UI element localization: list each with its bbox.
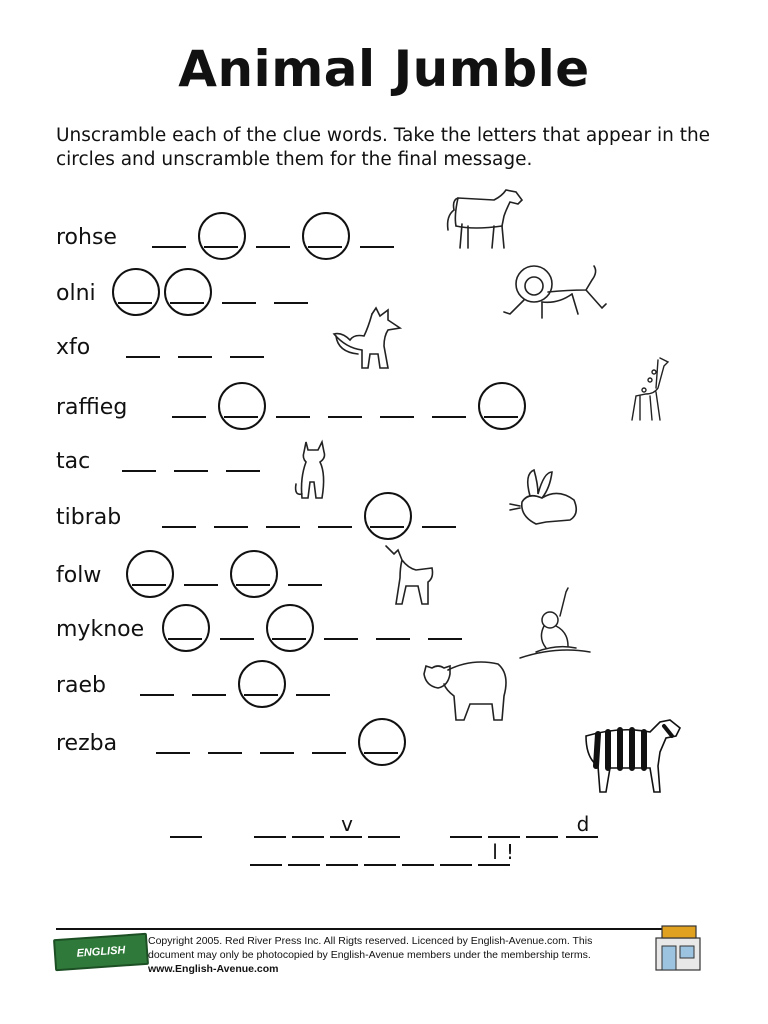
answer-blank[interactable] — [174, 444, 208, 472]
answer-blank[interactable] — [260, 726, 294, 754]
footer-divider — [56, 928, 662, 930]
footer-copyright — [148, 934, 658, 976]
answer-blank[interactable] — [380, 390, 414, 418]
circled-letter-box — [126, 550, 174, 598]
message-blank[interactable] — [368, 816, 400, 838]
answer-blank[interactable] — [376, 612, 410, 640]
answer-blank[interactable] — [266, 500, 300, 528]
answer-blank[interactable] — [230, 330, 264, 358]
answer-blank[interactable] — [126, 330, 160, 358]
store-icon — [652, 924, 704, 972]
answer-blank[interactable] — [208, 726, 242, 754]
clue-word: rezba — [56, 731, 118, 756]
message-blank[interactable] — [402, 844, 434, 866]
circled-letter-box — [230, 550, 278, 598]
answer-blank[interactable] — [226, 444, 260, 472]
answer-blank[interactable] — [122, 444, 156, 472]
message-blank[interactable] — [326, 844, 358, 866]
message-blank[interactable] — [526, 816, 558, 838]
answer-blank[interactable] — [152, 220, 186, 248]
message-blank[interactable] — [440, 844, 472, 866]
answer-blank[interactable] — [192, 668, 226, 696]
message-given-letter: v — [341, 812, 353, 836]
message-blank[interactable] — [254, 816, 286, 838]
message-blank[interactable] — [250, 844, 282, 866]
cat-icon — [292, 438, 332, 504]
answer-blank[interactable] — [256, 220, 290, 248]
answer-blank[interactable] — [276, 390, 310, 418]
footer-line-1: Copyright 2005. Red River Press Inc. All Rigts reserved. Licenced by English-Avenue.com. This — [148, 935, 593, 947]
worksheet-title: Animal Jumble — [178, 40, 590, 98]
answer-blank[interactable] — [220, 612, 254, 640]
answer-blank[interactable] — [360, 220, 394, 248]
circled-letter-box — [218, 382, 266, 430]
message-given-letter: l — [492, 840, 498, 864]
message-blank[interactable] — [170, 816, 202, 838]
clue-word: raeb — [56, 673, 107, 698]
answer-blank[interactable] — [156, 726, 190, 754]
lion-icon — [498, 260, 610, 324]
message-blank[interactable] — [450, 816, 482, 838]
answer-blank[interactable] — [172, 390, 206, 418]
circled-letter-box — [112, 268, 160, 316]
giraffe-icon — [624, 354, 674, 424]
answer-blank[interactable] — [178, 330, 212, 358]
bear-icon — [414, 656, 512, 726]
circled-letter-box — [164, 268, 212, 316]
message-blank[interactable] — [364, 844, 396, 866]
footer-url[interactable]: www.English-Avenue.com — [148, 963, 279, 975]
instructions-text: Unscramble each of the clue words. Take the letters that appear in the circles and unscramble them for the final message. — [56, 125, 711, 170]
clue-word: tac — [56, 449, 91, 474]
circled-letter-box — [162, 604, 210, 652]
clue-word: rohse — [56, 225, 117, 250]
clue-word: folw — [56, 563, 102, 588]
answer-blank[interactable] — [312, 726, 346, 754]
message-blank[interactable] — [292, 816, 324, 838]
circled-letter-box — [478, 382, 526, 430]
circled-letter-box — [238, 660, 286, 708]
circled-letter-box — [302, 212, 350, 260]
clue-word: tibrab — [56, 505, 122, 530]
message-given-letter: d — [576, 812, 590, 836]
answer-blank[interactable] — [422, 500, 456, 528]
answer-blank[interactable] — [324, 612, 358, 640]
circled-letter-box — [358, 718, 406, 766]
answer-blank[interactable] — [296, 668, 330, 696]
wolf-icon — [380, 542, 436, 608]
answer-blank[interactable] — [184, 558, 218, 586]
clue-word: myknoe — [56, 617, 145, 642]
answer-blank[interactable] — [288, 558, 322, 586]
message-blank[interactable] — [488, 816, 520, 838]
answer-blank[interactable] — [274, 276, 308, 304]
answer-blank[interactable] — [214, 500, 248, 528]
answer-blank[interactable] — [318, 500, 352, 528]
footer-line-2: document may only be photocopied by English-Avenue members under the membership terms. — [148, 949, 591, 961]
circled-letter-box — [198, 212, 246, 260]
clue-word: raffieg — [56, 395, 128, 420]
monkey-icon — [516, 586, 592, 666]
answer-blank[interactable] — [140, 668, 174, 696]
message-blank[interactable] — [288, 844, 320, 866]
zebra-icon — [580, 716, 686, 796]
answer-blank[interactable] — [432, 390, 466, 418]
fox-icon — [328, 306, 408, 374]
circled-letter-box — [266, 604, 314, 652]
answer-blank[interactable] — [328, 390, 362, 418]
answer-blank[interactable] — [162, 500, 196, 528]
english-avenue-logo: ENGLISH AVENUE — [53, 933, 149, 971]
horse-icon — [444, 186, 526, 252]
answer-blank[interactable] — [428, 612, 462, 640]
clue-word: olni — [56, 281, 96, 306]
circled-letter-box — [364, 492, 412, 540]
clue-word: xfo — [56, 335, 91, 360]
message-end-mark: ! — [505, 840, 515, 864]
answer-blank[interactable] — [222, 276, 256, 304]
rabbit-icon — [506, 466, 582, 528]
